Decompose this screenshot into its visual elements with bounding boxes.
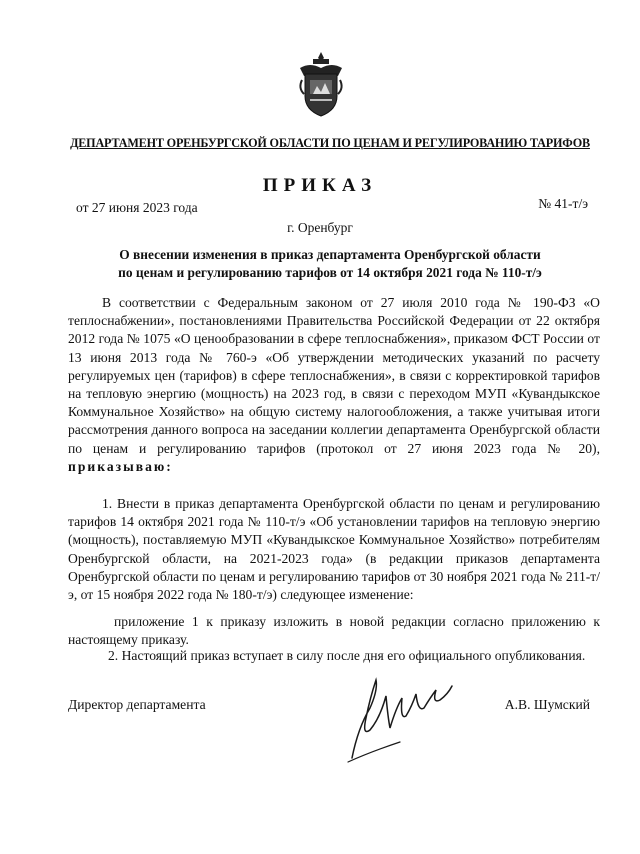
order-date: от 27 июня 2023 года [76, 200, 198, 215]
handwritten-signature-icon [340, 668, 460, 768]
coat-of-arms-icon [296, 50, 346, 120]
order-city: г. Оренбург [287, 220, 353, 235]
clause-1-paragraph: 1. Внести в приказ департамента Оренбургской области по ценам и регулированию тарифов 14 октября 2021 года № 110-т/э «Об установлении тарифов на тепловую энергию (мощность), поставляемую МУП «Кувандыкское Коммунальное Хозяйство» потребителям Оренбургской области, на 2021-2023 года» (в редакции приказов департамента Оренбургской области по ценам и регулированию тарифов от 30 ноября 2021 года № 211-т/э, от 15 ноября 2022 года № 180-т/э) следующее изменение: [68, 496, 600, 603]
signer-position: Директор департамента [68, 697, 206, 712]
clause-1-change-paragraph: приложение 1 к приказу изложить в новой редакции согласно приложению к настоящему приказу. [68, 614, 600, 648]
department-header: ДЕПАРТАМЕНТ ОРЕНБУРГСКОЙ ОБЛАСТИ ПО ЦЕНАМ И РЕГУЛИРОВАНИЮ ТАРИФОВ [70, 136, 590, 150]
subject-line-1: О внесении изменения в приказ департамента Оренбургской области [119, 247, 541, 262]
subject-line-2: по ценам и регулированию тарифов от 14 октября 2021 года № 110-т/э [118, 265, 542, 280]
order-subject [80, 246, 580, 282]
signer-name: А.В. Шумский [504, 697, 590, 712]
preamble-paragraph [68, 294, 600, 476]
clause-2-paragraph: 2. Настоящий приказ вступает в силу после дня его официального опубликования. [108, 648, 586, 663]
order-number: № 41-т/э [538, 196, 588, 211]
order-verb: приказываю: [68, 458, 173, 474]
preamble-text: В соответствии с Федеральным законом от 27 июля 2010 года № 190-ФЗ «О теплоснабжении», постановлениями Правительства Российской Федерации от 22 октября 2012 года № 1075 «О ценообразовании в сфере теплоснабжения», приказом ФСТ России от 13 июня 2013 года № 760-э «Об утверждении методических указаний по расчету регулируемых цен (тарифов) в сфере теплоснабжения», в связи с корректировкой тарифов на тепловую энергию (мощность) на 2023 год, в связи с переходом МУП «Кувандыкское Коммунальное Хозяйство» на общую систему налогообложения, а также учитывая итоги рассмотрения данного вопроса на заседании коллегии департамента Оренбургской области по ценам и регулированию тарифов (протокол от 27 июня 2023 года № 20), [68, 295, 600, 456]
document-title: ПРИКАЗ [262, 175, 378, 196]
